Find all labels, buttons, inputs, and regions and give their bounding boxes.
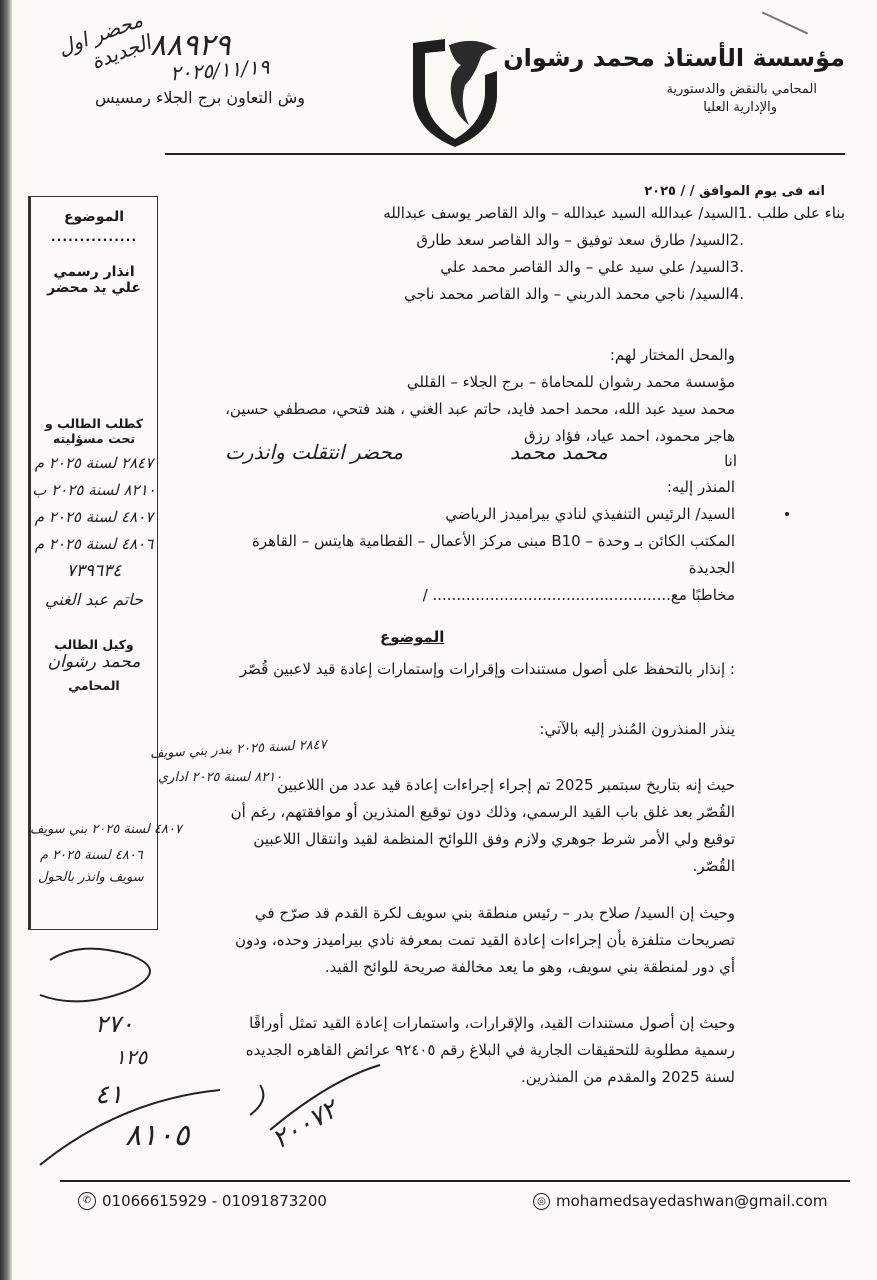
sidebar-hand-4: ٤٨٠٦ لسنة ٢٠٢٥ م	[34, 535, 154, 553]
agent-label: وكيل الطالب	[54, 637, 134, 652]
sidebar-hand-5: ٧٣٩٦٣٤	[66, 561, 122, 581]
globe-icon: ◎	[533, 1193, 550, 1210]
requesters-list-cont	[404, 227, 744, 308]
lawyers-line-1: محمد سيد عبد الله، محمد احمد فايد، حاتم عبد الغني ، هند فتحي، مصطفي حسين،	[225, 400, 735, 418]
requester-2: .2السيد/ طارق سعد توفيق – والد القاصر سعد طارق	[416, 231, 744, 249]
sidebar-hand-3: ٤٨٠٧ لسنة ٢٠٢٥ م	[34, 508, 154, 526]
paragraph-3-line: لسنة 2025 والمقدم من المنذرين.	[520, 1068, 735, 1086]
bailiff-note: محضر انتقلت وانذرت	[225, 440, 404, 464]
sidebar-hand-6: حاتم عبد الغني	[44, 590, 143, 609]
ana-label: انا	[724, 452, 737, 470]
firm-subtitle-1: المحامي بالنقض والدستورية	[666, 82, 817, 97]
hand-figure-4: ٨١٠٥	[125, 1118, 190, 1153]
margin-note-4: ٤٨٠٦ لسنة ٢٠٢٥ م	[40, 848, 143, 863]
subject-text: : إنذار بالتحفظ على أصول مستندات وإقرارات وإستمارات إعادة قيد لاعبين قُصّر	[239, 660, 735, 678]
lawyers-line-2: هاجر محمود، احمد عياد، فؤاد رزق	[524, 427, 735, 445]
requesters-list	[383, 200, 845, 227]
address-label: والمحل المختار لهم:	[609, 346, 735, 364]
paragraph-2-line: أي دور لمنطقة بني سويف، وهو ما يعد مخالفة صريحة للوائح القيد.	[324, 958, 735, 976]
hand-figure-1: ٢٧٠	[95, 1010, 134, 1038]
office-address: وش التعاون برج الجلاء رمسيس	[95, 88, 305, 107]
sidebar-hand-1: ٢٨٤٧ لسنة ٢٠٢٥ م	[34, 454, 154, 472]
paragraph-2-line: وحيث إن السيد/ صلاح بدر – رئيس منطقة بني سويف لكرة القدم قد صرّح في	[254, 904, 735, 922]
handwritten-date: ٢٠٢٥/١١/١٩	[169, 54, 271, 86]
margin-note-5: سويف وانذر بالحول	[38, 870, 144, 885]
firm-logo	[405, 35, 505, 151]
pen-mark	[762, 12, 808, 35]
paragraph-1-line: حيث إنه بتاريخ سبتمبر 2025 تم إجراء إجراءات إعادة قيد عدد من اللاعبين	[277, 776, 735, 794]
paragraph-1-line: القُصّر بعد غلق باب القيد الرسمي، وذلك دون توقيع المنذرين أو موافقتهم، رغم أن	[230, 803, 735, 821]
phone-icon: ✆	[78, 1192, 96, 1210]
recipient-section	[115, 474, 735, 609]
bailiff-signature: محمد محمد	[510, 440, 608, 464]
date-line: انه فى يوم الموافق / / ٢٠٢٥	[644, 184, 825, 199]
paragraph-3-line: وحيث إن أصول مستندات القيد، والإقرارات، واستمارات إعادة القيد تمثل أوراقًا	[249, 1014, 735, 1032]
requester-4: .4السيد/ ناجي محمد الدربني – والد القاصر محمد ناجي	[404, 285, 744, 303]
recipient-name: السيد/ الرئيس التنفيذي لنادي بيراميدز الرياضي	[445, 505, 735, 523]
recipient-label: المنذر إليه:	[666, 478, 735, 496]
scan-edge	[0, 0, 12, 1280]
paragraph-1	[231, 772, 735, 880]
sidebar-dots: ...............	[50, 229, 138, 244]
firm-subtitle-2: والإدارية العليا	[703, 100, 777, 115]
recipient-office-2: الجديدة	[688, 559, 735, 577]
margin-note-1: ٢٨٤٧ لسنة ٢٠٢٥ بندر بني سويف	[149, 737, 327, 762]
eagle-shield-icon	[405, 35, 505, 147]
footer-phone	[78, 1192, 327, 1210]
paragraph-2-line: تصريحات متلفزة بأن إجراءات إعادة القيد تمت بمعرفة نادي بيراميدز وحده، ودون	[234, 931, 735, 949]
sidebar-title: الموضوع	[63, 209, 125, 225]
requester-1: بناء على طلب .1السيد/ عبدالله السيد عبدالله – والد القاصر يوسف عبدالله	[383, 204, 845, 222]
agent-signature: محمد رشوان	[47, 652, 141, 672]
address-section	[15, 342, 735, 450]
sidebar-request-2: تحت مسؤليته	[52, 431, 136, 446]
hand-figure-5: ٢٠٠٧٢	[267, 1094, 343, 1156]
header-divider	[165, 153, 845, 155]
firm-name: مؤسسة الأستاذ محمد رشوان	[503, 44, 845, 72]
footer-email	[533, 1192, 827, 1210]
requester-3: .3السيد/ علي سيد علي – والد القاصر محمد علي	[440, 258, 744, 276]
recipient-office-1: المكتب الكائن بـ وحدة – B10 مبنى مركز الأعمال – القطامية هايتس – القاهرة	[251, 532, 735, 550]
subject-heading: الموضوع	[380, 628, 445, 646]
paragraph-1-line: توقيع ولي الأمر شرط جوهري ولازم وفق اللوائح المنظمة لقيد وانتقال اللاعبين	[253, 830, 735, 848]
paragraph-3-line: رسمية مطلوبة للتحقيقات الجارية في البلاغ رقم ٩٢٤٠٥ عرائض القاهره الجديده	[245, 1041, 735, 1059]
paragraph-1-line: القُصّر.	[692, 857, 735, 875]
sidebar-hand-2: ٨٢١٠ لسنة ٢٠٢٥ ب	[32, 481, 156, 499]
margin-note-2: ٨٢١٠ لسنة ٢٠٢٥ اداري	[158, 770, 283, 785]
email-address: mohamedsayedashwan@gmail.com	[556, 1192, 828, 1210]
signature-scribbles	[20, 940, 440, 1180]
handwritten-number: ٨٨٩٢٩	[150, 28, 231, 63]
phone-numbers: 01066615929 - 01091873200	[102, 1192, 327, 1210]
hand-figure-3: ٤١	[95, 1080, 123, 1110]
lawyer-label: المحامي	[68, 678, 120, 693]
firm-address: مؤسسة محمد رشوان للمحاماة – برج الجلاء – القللي	[406, 373, 735, 391]
footer-divider	[60, 1180, 850, 1182]
sidebar-type-1: انذار رسمي	[53, 264, 135, 280]
sidebar-type-2: علي يد محضر	[47, 280, 141, 296]
addressed-with: مخاطبًا مع.................................................. /	[422, 586, 735, 604]
body-intro: ينذر المنذرون المُنذر إليه بالآتي:	[539, 720, 735, 738]
hand-figure-2: ١٢٥	[115, 1045, 148, 1069]
margin-note-3: ٤٨٠٧ لسنة ٢٠٢٥ بني سويف	[30, 822, 182, 837]
handwritten-note: محضر اول الجديدة	[54, 7, 154, 74]
sidebar-request-1: كطلب الطالب و	[44, 416, 144, 431]
bullet	[785, 512, 789, 516]
